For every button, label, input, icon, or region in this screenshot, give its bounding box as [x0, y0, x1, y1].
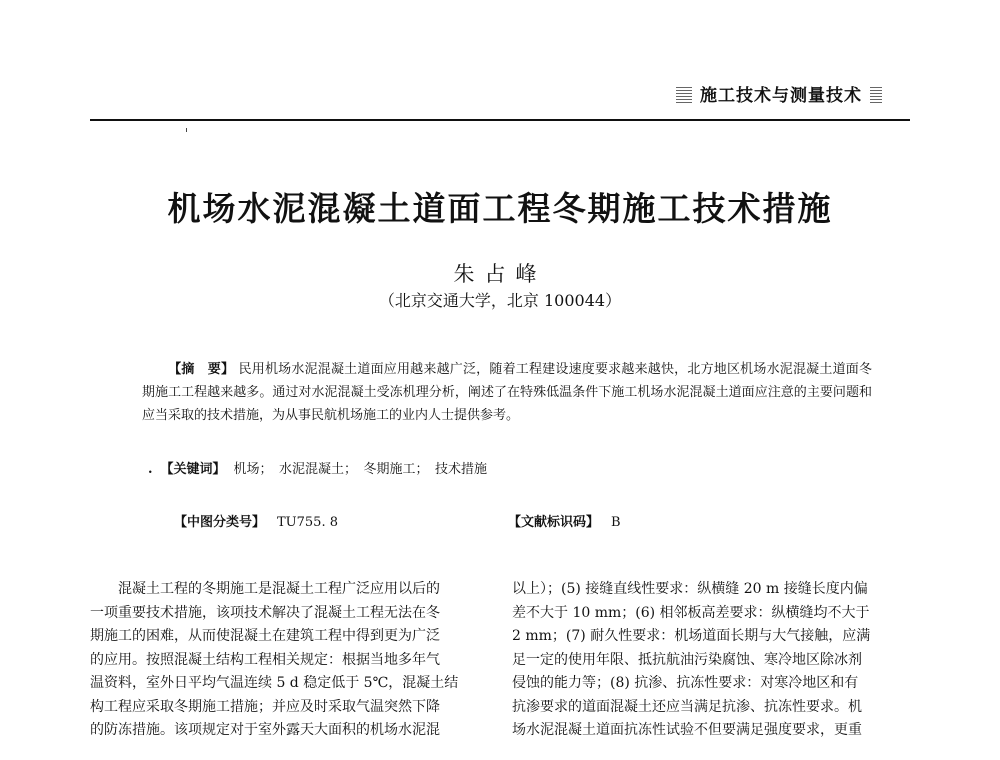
journal-section-header — [676, 81, 882, 106]
article-title: 机场水泥混凝土道面工程冬期施工技术措施 — [167, 189, 833, 228]
body-column-right — [512, 578, 910, 743]
body-line: 构工程应采取冬期施工措施；并应及时采取气温突然下降 — [90, 698, 440, 715]
keywords-text: 机场； 水泥混凝土； 冬期施工； 技术措施 — [233, 462, 488, 477]
body-line: 一项重要技术措施，该项技术解决了混凝土工程无法在冬 — [90, 604, 440, 621]
abstract-label: 【摘 要】 — [168, 362, 235, 377]
document-code — [508, 511, 621, 530]
scan-mark — [186, 128, 187, 132]
body-line: 期施工的困难，从而使混凝土在建筑工程中得到更为广泛 — [90, 628, 440, 644]
abstract — [142, 358, 872, 427]
body-line: 的应用。按照混凝土结构工程相关规定：根据当地多年气 — [90, 651, 440, 668]
body-line: 抗渗要求的道面混凝土还应当满足抗渗、抗冻性要求。机 — [512, 698, 862, 715]
classification-label: 【中图分类号】 — [174, 515, 266, 530]
keywords — [148, 460, 868, 480]
body-line: 温资料，室外日平均气温连续 5 d 稳定低于 5℃，混凝土结 — [90, 675, 459, 691]
body-line: 差不大于 10 mm；(6) 相邻板高差要求：纵横缝均不大于 — [512, 604, 870, 621]
body-line: 以上）；(5) 接缝直线性要求：纵横缝 20 m 接缝长度内偏 — [512, 581, 868, 597]
body-line: 足一定的使用年限、抵抗航油污染腐蚀、寒冷地区除冰剂 — [512, 651, 862, 668]
body-line: 2 mm；(7) 耐久性要求：机场道面长期与大气接触，应满 — [512, 628, 871, 644]
header-ornament-icon — [676, 85, 692, 103]
body-line: 侵蚀的能力等；(8) 抗渗、抗冻性要求：对寒冷地区和有 — [512, 675, 859, 691]
classification-value: TU755. 8 — [277, 515, 338, 530]
article-author: 朱占峰 — [453, 262, 547, 286]
body-line: 混凝土工程的冬期施工是混凝土工程广泛应用以后的 — [118, 581, 440, 597]
section-name: 施工技术与测量技术 — [700, 86, 862, 106]
classification-number — [174, 511, 338, 530]
body-line: 场水泥混凝土道面抗冻性试验不但要满足强度要求，更重 — [512, 722, 862, 738]
body-column-left — [90, 578, 488, 743]
document-code-label: 【文献标识码】 — [508, 515, 600, 530]
body-line: 的防冻措施。该项规定对于室外露天大面积的机场水泥混 — [90, 722, 440, 738]
header-divider — [90, 119, 910, 121]
keywords-bullet: . — [148, 462, 153, 477]
author-affiliation: （北京交通大学，北京 100044） — [378, 291, 622, 310]
keywords-label: 【关键词】 — [160, 462, 226, 477]
abstract-text: 民用机场水泥混凝土道面应用越来越广泛，随着工程建设速度要求越来越快，北方地区机场水泥混凝土道面冬期施工工程越来越多。通过对水泥混凝土受冻机理分析，阐述了在特殊低温条件下施工机场水泥混凝土道面应注意的主要问题和应当采取的技术措施，为从事民航机场施工的业内人士提供参考。 — [142, 362, 872, 423]
header-ornament-icon — [870, 85, 882, 103]
document-code-value: B — [611, 515, 621, 530]
